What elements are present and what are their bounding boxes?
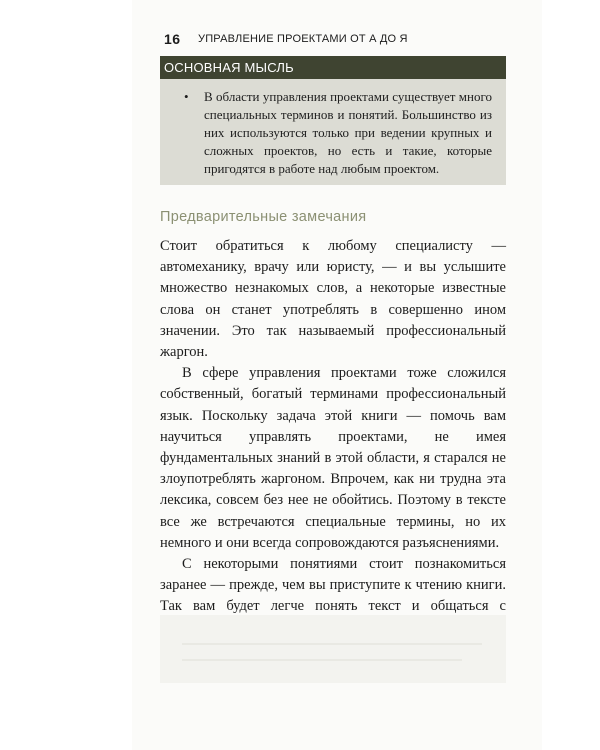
key-idea-box: [160, 56, 506, 185]
section-title: Предварительные замечания: [160, 209, 367, 225]
paragraph-1: Стоит обратиться к любому специалисту — автомеханику, врачу или юристу, — и вы услышите множество незнакомых слов, а некоторые известные слова он станет употреблять в совершенно ином значении. Это так называемый профессиональный жаргон.: [160, 238, 506, 361]
running-title: УПРАВЛЕНИЕ ПРОЕКТАМИ ОТ А ДО Я: [198, 33, 408, 45]
bleed-through-line: [182, 659, 462, 661]
key-idea-text: В области управления проектами существует много специальных терминов и понятий. Большинство из них используются только при ведении крупных и сложных проектов, но есть и такие, которые пригодятся в работе над любым проектом.: [204, 89, 492, 176]
page-number: 16: [164, 31, 181, 47]
paragraph-2: В сфере управления проектами тоже сложился собственный, богатый терминами профессиональный язык. Поскольку задача этой книги — помочь вам научиться управлять проектами, не имея фундаментальных знаний в этой области, я старался не злоупотреблять жаргоном. Впрочем, как ни трудна эта лексика, совсем без нее не обойтись. Поэтому в тексте все же встречаются специальные термины, но их немного и они всегда сопровождаются разъяснениями.: [160, 365, 506, 551]
bleed-through-block: [160, 615, 506, 683]
key-idea-body: [160, 79, 506, 178]
page-header: [164, 31, 504, 49]
bleed-through-line: [182, 643, 482, 645]
bullet-icon: •: [184, 89, 189, 104]
paragraph-3: С некоторыми понятиями стоит познакомиться заранее — прежде, чем вы приступите к чтению книги. Так вам будет легче понять текст и общаться с: [160, 556, 506, 615]
key-idea-title: ОСНОВНАЯ МЫСЛЬ: [160, 56, 506, 79]
